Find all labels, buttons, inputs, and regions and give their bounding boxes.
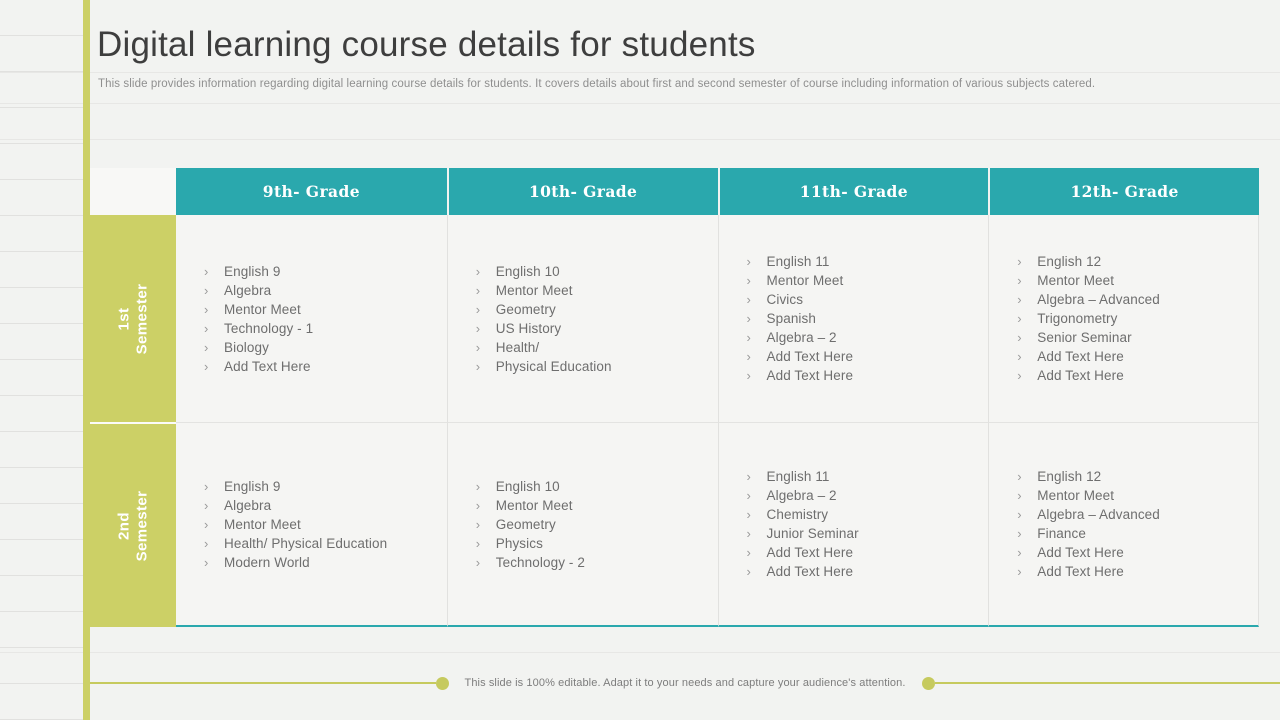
course-item-label: Mentor Meet	[495, 497, 573, 513]
row-label-text: 2nd Semester	[115, 490, 150, 561]
course-item	[1017, 486, 1258, 505]
horizontal-rule-bottom	[0, 652, 1280, 653]
course-item-label: Mentor Meet	[495, 282, 573, 298]
course-item-label: Biology	[224, 339, 269, 355]
column-header-9th-grade: 9th- Grade	[176, 168, 447, 215]
course-item-label: Add Text Here	[1037, 545, 1124, 560]
chevron-bullet-icon: ›	[1017, 349, 1022, 364]
chevron-bullet-icon: ›	[746, 273, 751, 288]
chevron-bullet-icon: ›	[746, 254, 751, 269]
course-cell-2nd-semester-11th	[718, 422, 989, 627]
course-item	[1017, 366, 1258, 385]
course-item-label: Algebra – 2	[766, 330, 837, 345]
chevron-bullet-icon: ›	[1017, 469, 1022, 484]
chevron-bullet-icon: ›	[204, 282, 209, 298]
slide-title: Digital learning course details for students	[97, 25, 756, 64]
chevron-bullet-icon: ›	[1017, 507, 1022, 522]
horizontal-rule-top-2	[0, 103, 1280, 104]
course-item-label: Civics	[766, 292, 804, 307]
chevron-bullet-icon: ›	[746, 311, 751, 326]
horizontal-rule-top-3	[0, 139, 1280, 140]
course-item	[476, 281, 718, 300]
course-item	[204, 534, 447, 553]
course-item-label: US History	[495, 320, 562, 336]
course-item-label: Algebra – Advanced	[1037, 507, 1160, 522]
course-item	[747, 486, 989, 505]
chevron-bullet-icon: ›	[746, 349, 751, 364]
course-item	[204, 496, 447, 515]
chevron-bullet-icon: ›	[746, 488, 751, 503]
course-item-label: Health/	[495, 339, 540, 355]
chevron-bullet-icon: ›	[1017, 330, 1022, 345]
footer-line-right	[935, 682, 1280, 684]
course-item-label: English 11	[766, 469, 830, 484]
course-cell-1st-semester-12th	[988, 215, 1259, 422]
course-item-label: Algebra	[224, 497, 272, 513]
column-header-11th-grade: 11th- Grade	[718, 168, 989, 215]
course-item-label: Add Text Here	[1037, 368, 1124, 383]
course-item	[476, 534, 718, 553]
slide-subtitle: This slide provides information regarding digital learning course details for students. It covers details about first and second semester of course including information of various subjects catered.	[98, 78, 1096, 90]
course-item	[1017, 290, 1258, 309]
course-item	[204, 300, 447, 319]
course-item-label: Add Text Here	[224, 358, 311, 374]
chevron-bullet-icon: ›	[204, 263, 209, 279]
row-label-1st-semester	[90, 215, 176, 422]
course-item	[747, 524, 989, 543]
course-item-label: Add Text Here	[766, 368, 854, 383]
chevron-bullet-icon: ›	[1017, 564, 1022, 579]
column-header-10th-grade: 10th- Grade	[447, 168, 718, 215]
chevron-bullet-icon: ›	[204, 535, 209, 551]
course-item	[1017, 543, 1258, 562]
course-item	[747, 366, 989, 385]
course-item	[476, 553, 718, 572]
course-item-label: Technology - 1	[224, 320, 314, 336]
course-item-label: Add Text Here	[766, 545, 854, 560]
course-item-label: English 12	[1037, 254, 1102, 269]
course-item-label: Physics	[495, 535, 543, 551]
chevron-bullet-icon: ›	[475, 554, 481, 570]
chevron-bullet-icon: ›	[204, 320, 209, 336]
course-item	[1017, 271, 1258, 290]
course-item-label: English 12	[1037, 469, 1102, 484]
chevron-bullet-icon: ›	[204, 554, 209, 570]
course-item-label: Health/ Physical Education	[224, 535, 388, 551]
chevron-bullet-icon: ›	[204, 358, 209, 374]
horizontal-rule-top-1	[0, 72, 1280, 73]
course-item-label: Physical Education	[495, 358, 612, 374]
course-item	[747, 290, 989, 309]
course-item-label: Chemistry	[766, 507, 829, 522]
chevron-bullet-icon: ›	[1017, 368, 1022, 383]
course-item	[204, 553, 447, 572]
course-item-label: English 10	[495, 478, 560, 494]
course-item-label: English 10	[495, 263, 560, 279]
course-item	[476, 300, 718, 319]
chevron-bullet-icon: ›	[204, 301, 209, 317]
course-item	[204, 515, 447, 534]
course-item	[747, 309, 989, 328]
footer-dot-icon	[436, 677, 449, 690]
row-label-text: 1st Semester	[115, 283, 150, 354]
course-cell-2nd-semester-12th	[988, 422, 1259, 627]
course-item	[1017, 252, 1258, 271]
chevron-bullet-icon: ›	[475, 320, 481, 336]
course-item	[204, 319, 447, 338]
course-item	[1017, 347, 1258, 366]
course-item	[204, 262, 447, 281]
course-item	[476, 515, 718, 534]
course-item	[747, 347, 989, 366]
table-corner-cell	[90, 168, 176, 215]
course-item-label: Mentor Meet	[224, 516, 301, 532]
course-item	[747, 328, 989, 347]
chevron-bullet-icon: ›	[475, 497, 481, 513]
chevron-bullet-icon: ›	[204, 497, 209, 513]
chevron-bullet-icon: ›	[1017, 254, 1022, 269]
chevron-bullet-icon: ›	[475, 478, 481, 494]
footer-note: This slide is 100% editable. Adapt it to your needs and capture your audience's attention.	[464, 677, 906, 689]
course-item	[204, 281, 447, 300]
course-item-label: Mentor Meet	[224, 301, 301, 317]
chevron-bullet-icon: ›	[746, 368, 751, 383]
chevron-bullet-icon: ›	[746, 564, 751, 579]
course-item	[1017, 328, 1258, 347]
chevron-bullet-icon: ›	[1017, 488, 1022, 503]
course-item	[1017, 524, 1258, 543]
chevron-bullet-icon: ›	[1017, 292, 1022, 307]
chevron-bullet-icon: ›	[1017, 311, 1022, 326]
chevron-bullet-icon: ›	[204, 339, 209, 355]
course-item-label: Finance	[1037, 526, 1086, 541]
course-item	[747, 252, 989, 271]
course-item	[747, 467, 989, 486]
left-accent-bar	[83, 0, 90, 720]
course-item-label: Junior Seminar	[766, 526, 859, 541]
course-item	[476, 338, 718, 357]
course-item	[1017, 562, 1258, 581]
course-item-label: Mentor Meet	[1037, 273, 1115, 288]
course-item-label: Algebra – Advanced	[1037, 292, 1160, 307]
chevron-bullet-icon: ›	[204, 516, 209, 532]
course-item-label: Mentor Meet	[1037, 488, 1115, 503]
course-item-label: Spanish	[766, 311, 816, 326]
course-item-label: English 9	[224, 478, 281, 494]
chevron-bullet-icon: ›	[746, 469, 751, 484]
course-item	[747, 562, 989, 581]
course-item-label: English 11	[766, 254, 830, 269]
course-item-label: Add Text Here	[766, 564, 854, 579]
course-item	[204, 477, 447, 496]
ruled-lines-left-margin	[0, 0, 84, 720]
course-item	[204, 357, 447, 376]
course-item-label: Trigonometry	[1037, 311, 1118, 326]
row-label-2nd-semester	[90, 422, 176, 627]
course-cell-2nd-semester-9th	[176, 422, 447, 627]
course-item	[747, 505, 989, 524]
course-item	[1017, 467, 1258, 486]
chevron-bullet-icon: ›	[746, 507, 751, 522]
course-item-label: Technology - 2	[495, 554, 585, 570]
course-item-label: English 9	[224, 263, 281, 279]
course-item	[1017, 505, 1258, 524]
course-cell-1st-semester-9th	[176, 215, 447, 422]
chevron-bullet-icon: ›	[204, 478, 209, 494]
course-item-label: Mentor Meet	[766, 273, 844, 288]
course-item-label: Modern World	[224, 554, 310, 570]
chevron-bullet-icon: ›	[1017, 526, 1022, 541]
course-item-label: Add Text Here	[1037, 564, 1124, 579]
course-item-label: Algebra	[224, 282, 272, 298]
course-item	[204, 338, 447, 357]
course-item	[476, 319, 718, 338]
chevron-bullet-icon: ›	[475, 263, 481, 279]
course-item-label: Algebra – 2	[766, 488, 837, 503]
footer	[90, 676, 1280, 690]
chevron-bullet-icon: ›	[475, 282, 481, 298]
course-table	[90, 168, 1259, 627]
course-item-label: Add Text Here	[766, 349, 854, 364]
chevron-bullet-icon: ›	[475, 535, 481, 551]
course-cell-2nd-semester-10th	[447, 422, 718, 627]
course-item-label: Senior Seminar	[1037, 330, 1132, 345]
course-item-label: Add Text Here	[1037, 349, 1124, 364]
chevron-bullet-icon: ›	[1017, 545, 1022, 560]
footer-line-left	[90, 682, 436, 684]
chevron-bullet-icon: ›	[475, 339, 481, 355]
course-cell-1st-semester-11th	[718, 215, 989, 422]
chevron-bullet-icon: ›	[746, 526, 751, 541]
chevron-bullet-icon: ›	[475, 516, 481, 532]
course-item	[1017, 309, 1258, 328]
course-item	[476, 477, 718, 496]
course-cell-1st-semester-10th	[447, 215, 718, 422]
course-item	[747, 271, 989, 290]
chevron-bullet-icon: ›	[746, 330, 751, 345]
course-item	[747, 543, 989, 562]
chevron-bullet-icon: ›	[475, 358, 481, 374]
course-item	[476, 496, 718, 515]
chevron-bullet-icon: ›	[746, 292, 751, 307]
chevron-bullet-icon: ›	[746, 545, 751, 560]
course-item-label: Geometry	[495, 516, 556, 532]
footer-dot-icon	[922, 677, 935, 690]
chevron-bullet-icon: ›	[475, 301, 481, 317]
course-item-label: Geometry	[495, 301, 556, 317]
course-item	[476, 357, 718, 376]
course-item	[476, 262, 718, 281]
chevron-bullet-icon: ›	[1017, 273, 1022, 288]
column-header-12th-grade: 12th- Grade	[988, 168, 1259, 215]
